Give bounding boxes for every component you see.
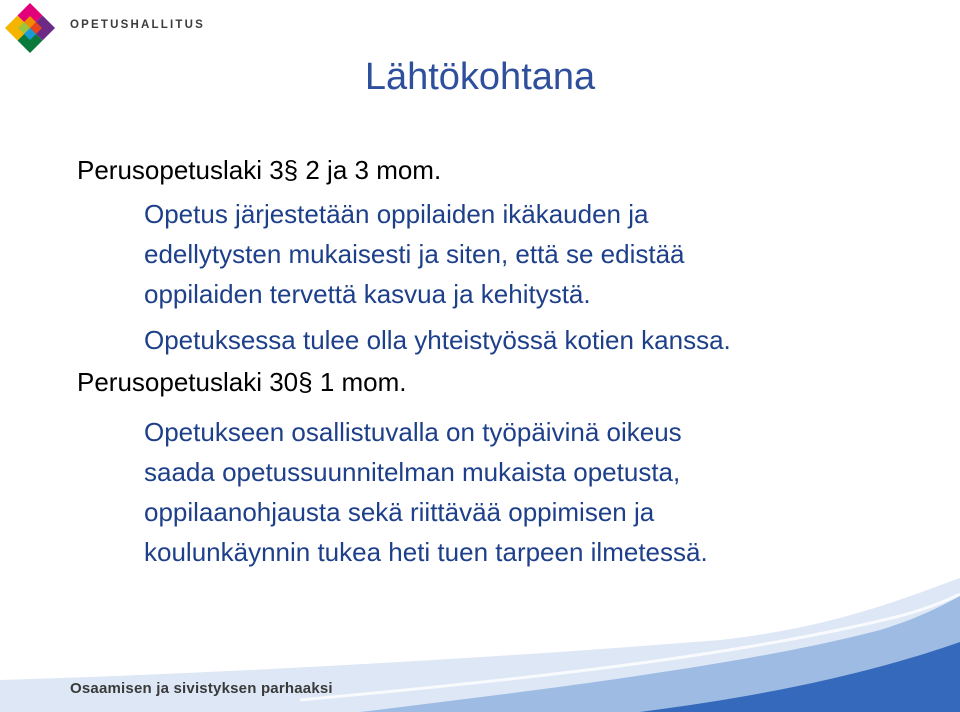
org-name: OPETUSHALLITUS xyxy=(70,19,205,31)
text-line: koulunkäynnin tukea heti tuen tarpeen ilmetessä. xyxy=(144,537,708,567)
text-line: saada opetussuunnitelman mukaista opetusta, xyxy=(144,457,681,487)
section-heading-2: Perusopetuslaki 30§ 1 mom. xyxy=(77,367,407,397)
text-line: Opetuksessa tulee olla yhteistyössä kotien kanssa. xyxy=(144,325,731,355)
section-heading-1: Perusopetuslaki 3§ 2 ja 3 mom. xyxy=(77,155,442,185)
text-line: Opetus järjestetään oppilaiden ikäkauden ja xyxy=(144,199,649,229)
footer-tagline: Osaamisen ja sivistyksen parhaaksi xyxy=(70,680,333,697)
text-line: oppilaiden tervettä kasvua ja kehitystä. xyxy=(144,279,591,309)
text-line: oppilaanohjausta sekä riittävää oppimisen ja xyxy=(144,497,655,527)
slide-content xyxy=(77,150,937,572)
text-line: edellytysten mukaisesti ja siten, että se edistää xyxy=(144,239,685,269)
colorful-diamond-logo-icon xyxy=(4,2,56,54)
section-1-paragraph-1 xyxy=(144,194,937,314)
text-line: Opetukseen osallistuvalla on työpäivinä oikeus xyxy=(144,417,682,447)
section-2-paragraph-1 xyxy=(144,412,937,572)
section-1-paragraph-2 xyxy=(144,320,937,360)
slide-title: Lähtökohtana xyxy=(364,56,596,98)
